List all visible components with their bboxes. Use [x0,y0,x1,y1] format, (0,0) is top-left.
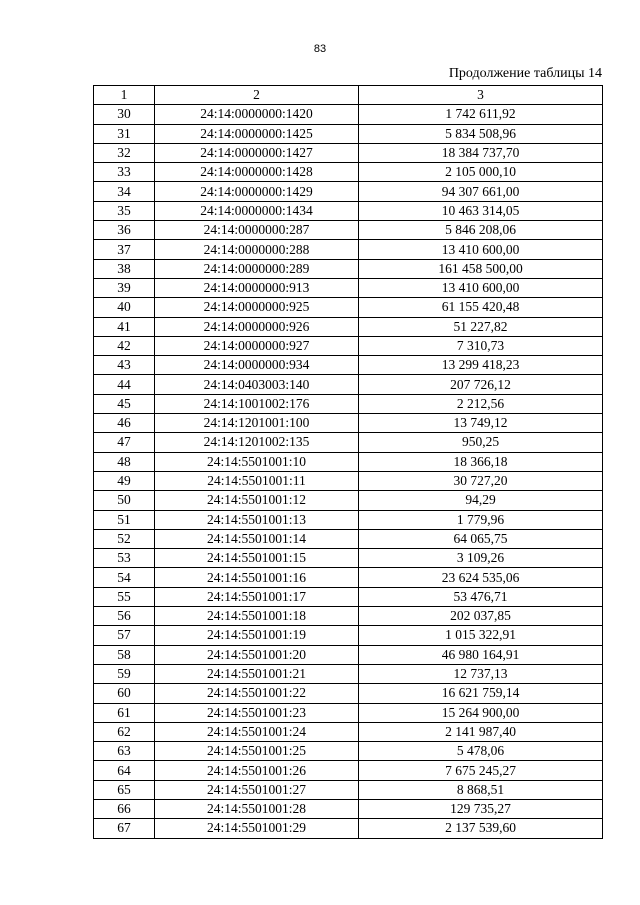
row-number-cell: 31 [94,124,155,143]
value-cell: 12 737,13 [359,664,603,683]
row-number-cell: 46 [94,414,155,433]
cadastral-number-cell: 24:14:5501001:24 [155,722,359,741]
cadastral-number-cell: 24:14:5501001:14 [155,529,359,548]
cadastral-number-cell: 24:14:0000000:1428 [155,163,359,182]
table-row [94,143,603,162]
table-row [94,703,603,722]
value-cell: 10 463 314,05 [359,201,603,220]
value-cell: 94 307 661,00 [359,182,603,201]
row-number-cell: 44 [94,375,155,394]
row-number-cell: 32 [94,143,155,162]
cadastral-number-cell: 24:14:0000000:1434 [155,201,359,220]
column-header-3: 3 [359,86,603,105]
cadastral-number-cell: 24:14:0000000:1425 [155,124,359,143]
table-header-row [94,86,603,105]
table-row [94,105,603,124]
value-cell: 2 141 987,40 [359,722,603,741]
row-number-cell: 51 [94,510,155,529]
cadastral-number-cell: 24:14:5501001:16 [155,568,359,587]
row-number-cell: 58 [94,645,155,664]
row-number-cell: 38 [94,259,155,278]
table-row [94,124,603,143]
table-row [94,799,603,818]
table-row [94,626,603,645]
row-number-cell: 67 [94,819,155,838]
value-cell: 5 846 208,06 [359,221,603,240]
row-number-cell: 50 [94,491,155,510]
table-row [94,336,603,355]
row-number-cell: 57 [94,626,155,645]
value-cell: 950,25 [359,433,603,452]
table-row [94,375,603,394]
cadastral-number-cell: 24:14:5501001:22 [155,684,359,703]
table-row [94,549,603,568]
table-row [94,433,603,452]
row-number-cell: 40 [94,298,155,317]
cadastral-number-cell: 24:14:0000000:927 [155,336,359,355]
table-row [94,452,603,471]
table-row [94,259,603,278]
value-cell: 5 478,06 [359,742,603,761]
value-cell: 53 476,71 [359,587,603,606]
table-row [94,780,603,799]
cadastral-number-cell: 24:14:0000000:913 [155,278,359,297]
table-caption: Продолжение таблицы 14 [448,66,602,81]
row-number-cell: 61 [94,703,155,722]
value-cell: 51 227,82 [359,317,603,336]
row-number-cell: 52 [94,529,155,548]
row-number-cell: 43 [94,356,155,375]
table-row [94,201,603,220]
table-row [94,240,603,259]
row-number-cell: 47 [94,433,155,452]
table-row [94,684,603,703]
row-number-cell: 33 [94,163,155,182]
cadastral-number-cell: 24:14:5501001:26 [155,761,359,780]
cadastral-number-cell: 24:14:0000000:934 [155,356,359,375]
cadastral-number-cell: 24:14:5501001:15 [155,549,359,568]
table-row [94,607,603,626]
value-cell: 16 621 759,14 [359,684,603,703]
table-row [94,491,603,510]
value-cell: 2 105 000,10 [359,163,603,182]
table-row [94,819,603,838]
cadastral-number-cell: 24:14:5501001:20 [155,645,359,664]
row-number-cell: 53 [94,549,155,568]
row-number-cell: 54 [94,568,155,587]
data-table [93,85,603,839]
table-row [94,163,603,182]
table-row [94,221,603,240]
cadastral-number-cell: 24:14:0000000:287 [155,221,359,240]
table-row [94,568,603,587]
value-cell: 1 779,96 [359,510,603,529]
row-number-cell: 42 [94,336,155,355]
value-cell: 94,29 [359,491,603,510]
value-cell: 3 109,26 [359,549,603,568]
cadastral-number-cell: 24:14:5501001:19 [155,626,359,645]
row-number-cell: 41 [94,317,155,336]
row-number-cell: 55 [94,587,155,606]
value-cell: 13 410 600,00 [359,240,603,259]
table-row [94,510,603,529]
cadastral-number-cell: 24:14:1201001:100 [155,414,359,433]
row-number-cell: 49 [94,471,155,490]
value-cell: 13 749,12 [359,414,603,433]
cadastral-number-cell: 24:14:0000000:1427 [155,143,359,162]
row-number-cell: 34 [94,182,155,201]
cadastral-number-cell: 24:14:0000000:288 [155,240,359,259]
cadastral-number-cell: 24:14:5501001:25 [155,742,359,761]
table-row [94,529,603,548]
table-row [94,278,603,297]
value-cell: 1 015 322,91 [359,626,603,645]
row-number-cell: 36 [94,221,155,240]
table-row [94,298,603,317]
cadastral-number-cell: 24:14:5501001:29 [155,819,359,838]
table-row [94,587,603,606]
value-cell: 30 727,20 [359,471,603,490]
value-cell: 13 410 600,00 [359,278,603,297]
table-row [94,722,603,741]
value-cell: 1 742 611,92 [359,105,603,124]
value-cell: 61 155 420,48 [359,298,603,317]
table-row [94,742,603,761]
value-cell: 7 310,73 [359,336,603,355]
cadastral-number-cell: 24:14:5501001:27 [155,780,359,799]
cadastral-number-cell: 24:14:5501001:12 [155,491,359,510]
value-cell: 23 624 535,06 [359,568,603,587]
cadastral-number-cell: 24:14:5501001:13 [155,510,359,529]
value-cell: 202 037,85 [359,607,603,626]
table-row [94,645,603,664]
cadastral-number-cell: 24:14:5501001:28 [155,799,359,818]
row-number-cell: 30 [94,105,155,124]
cadastral-number-cell: 24:14:0000000:1429 [155,182,359,201]
value-cell: 18 384 737,70 [359,143,603,162]
table-row [94,394,603,413]
cadastral-number-cell: 24:14:5501001:17 [155,587,359,606]
value-cell: 15 264 900,00 [359,703,603,722]
table-row [94,414,603,433]
table-row [94,471,603,490]
value-cell: 207 726,12 [359,375,603,394]
value-cell: 46 980 164,91 [359,645,603,664]
cadastral-number-cell: 24:14:0000000:289 [155,259,359,278]
row-number-cell: 60 [94,684,155,703]
cadastral-number-cell: 24:14:1001002:176 [155,394,359,413]
table-row [94,182,603,201]
table-row [94,761,603,780]
value-cell: 161 458 500,00 [359,259,603,278]
value-cell: 7 675 245,27 [359,761,603,780]
row-number-cell: 48 [94,452,155,471]
row-number-cell: 37 [94,240,155,259]
cadastral-number-cell: 24:14:0000000:1420 [155,105,359,124]
row-number-cell: 64 [94,761,155,780]
table-body [94,105,603,838]
value-cell: 129 735,27 [359,799,603,818]
value-cell: 2 212,56 [359,394,603,413]
cadastral-number-cell: 24:14:5501001:11 [155,471,359,490]
value-cell: 5 834 508,96 [359,124,603,143]
table-row [94,664,603,683]
page-number: 83 [313,43,327,55]
column-header-2: 2 [155,86,359,105]
table-row [94,317,603,336]
value-cell: 8 868,51 [359,780,603,799]
row-number-cell: 56 [94,607,155,626]
row-number-cell: 39 [94,278,155,297]
cadastral-number-cell: 24:14:0403003:140 [155,375,359,394]
value-cell: 64 065,75 [359,529,603,548]
row-number-cell: 62 [94,722,155,741]
cadastral-number-cell: 24:14:5501001:23 [155,703,359,722]
row-number-cell: 45 [94,394,155,413]
cadastral-number-cell: 24:14:5501001:21 [155,664,359,683]
cadastral-number-cell: 24:14:5501001:10 [155,452,359,471]
row-number-cell: 35 [94,201,155,220]
value-cell: 13 299 418,23 [359,356,603,375]
column-header-1: 1 [94,86,155,105]
cadastral-number-cell: 24:14:0000000:925 [155,298,359,317]
row-number-cell: 63 [94,742,155,761]
row-number-cell: 66 [94,799,155,818]
cadastral-number-cell: 24:14:1201002:135 [155,433,359,452]
cadastral-number-cell: 24:14:0000000:926 [155,317,359,336]
value-cell: 2 137 539,60 [359,819,603,838]
row-number-cell: 59 [94,664,155,683]
row-number-cell: 65 [94,780,155,799]
table-row [94,356,603,375]
cadastral-number-cell: 24:14:5501001:18 [155,607,359,626]
value-cell: 18 366,18 [359,452,603,471]
